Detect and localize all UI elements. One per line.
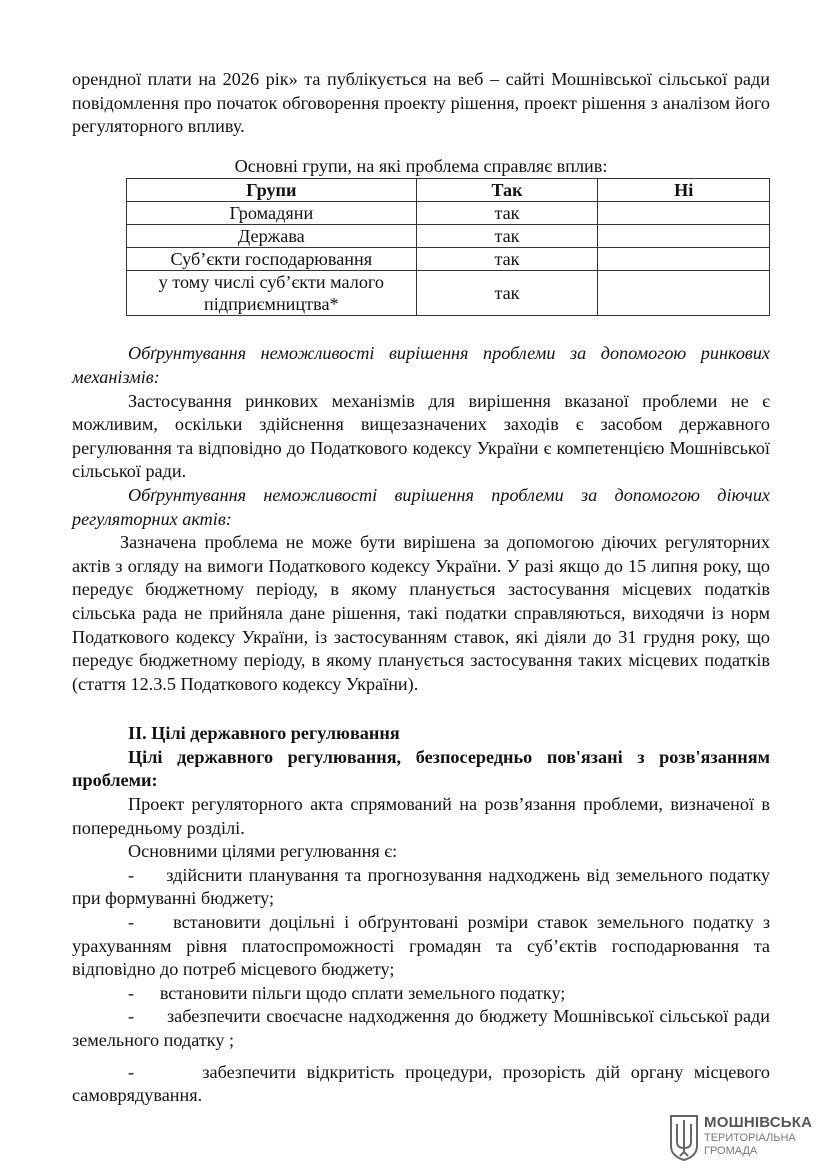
list-item-text: забезпечити відкритість процедури, прозорість дій органу місцевого самоврядування. [72,1061,771,1106]
acts-text: Зазначена проблема не може бути вирішена за допомогою діючих регуляторних актів з огляду на вимоги Податкового кодексу України. У разі якщо до 15 липня року, що передує бюджетному періоду, в якому планується застосування місцевих податків сільська рада не прийняла дане рішення, такі податки справляються, виходячи із норм Податкового кодексу України, із застосуванням ставок, які діяли до 31 грудня року, що передує бюджетному періоду, в якому планується застосування таких місцевих податків (стаття 12.3.5 Податкового кодексу України). [72,532,770,694]
table-cell-no [598,225,770,248]
table-row [127,248,770,271]
logo-subtitle: ТЕРИТОРІАЛЬНА [704,1132,796,1144]
groups-table [126,178,770,316]
list-item [72,911,770,982]
trident-emblem-icon [668,1112,700,1162]
section-subtitle: Цілі державного регулювання, безпосередньо пов'язані з розв'язанням проблеми: [72,746,770,791]
table-cell-yes: так [416,271,598,316]
list-item [72,982,770,1006]
table-header-yes: Так [416,179,598,202]
intro-paragraph: орендної плати на 2026 рік» та публікується на веб – сайті Мошнівської сільської ради повідомлення про початок обговорення проекту рішення, проект рішення з аналізом його регуляторного впливу. [72,69,770,137]
section-paragraph: Основними цілями регулювання є: [128,841,398,862]
table-cell-yes: так [416,202,598,225]
table-cell-no [598,271,770,316]
table-row [127,271,770,316]
table-cell-yes: так [416,248,598,271]
community-logo [668,1112,818,1162]
table-header-groups: Групи [127,179,417,202]
logo-subtitle-2: ГРОМАДА [704,1145,758,1157]
table-header-row [127,179,770,202]
document-page [72,68,770,1108]
list-item-text: встановити доцільні і обґрунтовані розміри ставок земельного податку з урахуванням рівня платоспроможності громадян та суб’єктів господарювання та відповідно до потреб місцевого бюджету; [72,912,771,980]
table-row [127,202,770,225]
table-header-no: Ні [598,179,770,202]
list-dash: - [128,1061,135,1082]
table-row [127,225,770,248]
list-item [72,864,770,911]
list-item [72,1005,770,1052]
table-cell-no [598,202,770,225]
table-caption: Основні групи, на які проблема справляє вплив: [234,155,608,176]
list-item-text: забезпечити своєчасне надходження до бюджету Мошнівської сільської ради земельного податку ; [72,1006,771,1050]
table-cell-yes: так [416,225,598,248]
market-text: Застосування ринкових механізмів для вирішення вказаної проблеми не є можливим, оскільки здійснення вищезазначених заходів є засобом державного регулювання та відповідно до Податкового кодексу України є компетенцією Мошнівської сільської ради. [72,390,770,482]
acts-heading: Обґрунтування неможливості вирішення проблеми за допомогою діючих регуляторних актів: [72,484,770,529]
list-dash: - [128,864,135,885]
table-cell-group: Громадяни [127,202,417,225]
list-item [72,1061,770,1108]
logo-title: МОШНІВСЬКА [704,1114,813,1131]
list-item-text: здійснити планування та прогнозування надходжень від земельного податку при формуванні бюджету; [72,864,770,909]
list-item-text: встановити пільги щодо сплати земельного податку; [159,982,566,1003]
table-cell-no [598,248,770,271]
list-dash: - [128,1006,135,1027]
list-dash: - [128,982,135,1003]
section-title: ІІ. Цілі державного регулювання [128,723,400,744]
table-cell-group: Держава [127,225,417,248]
list-dash: - [128,912,135,933]
market-heading: Обґрунтування неможливості вирішення проблеми за допомогою ринкових механізмів: [72,343,770,387]
section-paragraph: Проект регуляторного акта спрямований на розв’язання проблеми, визначеної в попередньому розділі. [72,794,770,838]
table-cell-group: у тому числі суб’єкти малого підприємництва* [127,271,417,316]
table-cell-group: Суб’єкти господарювання [127,248,417,271]
